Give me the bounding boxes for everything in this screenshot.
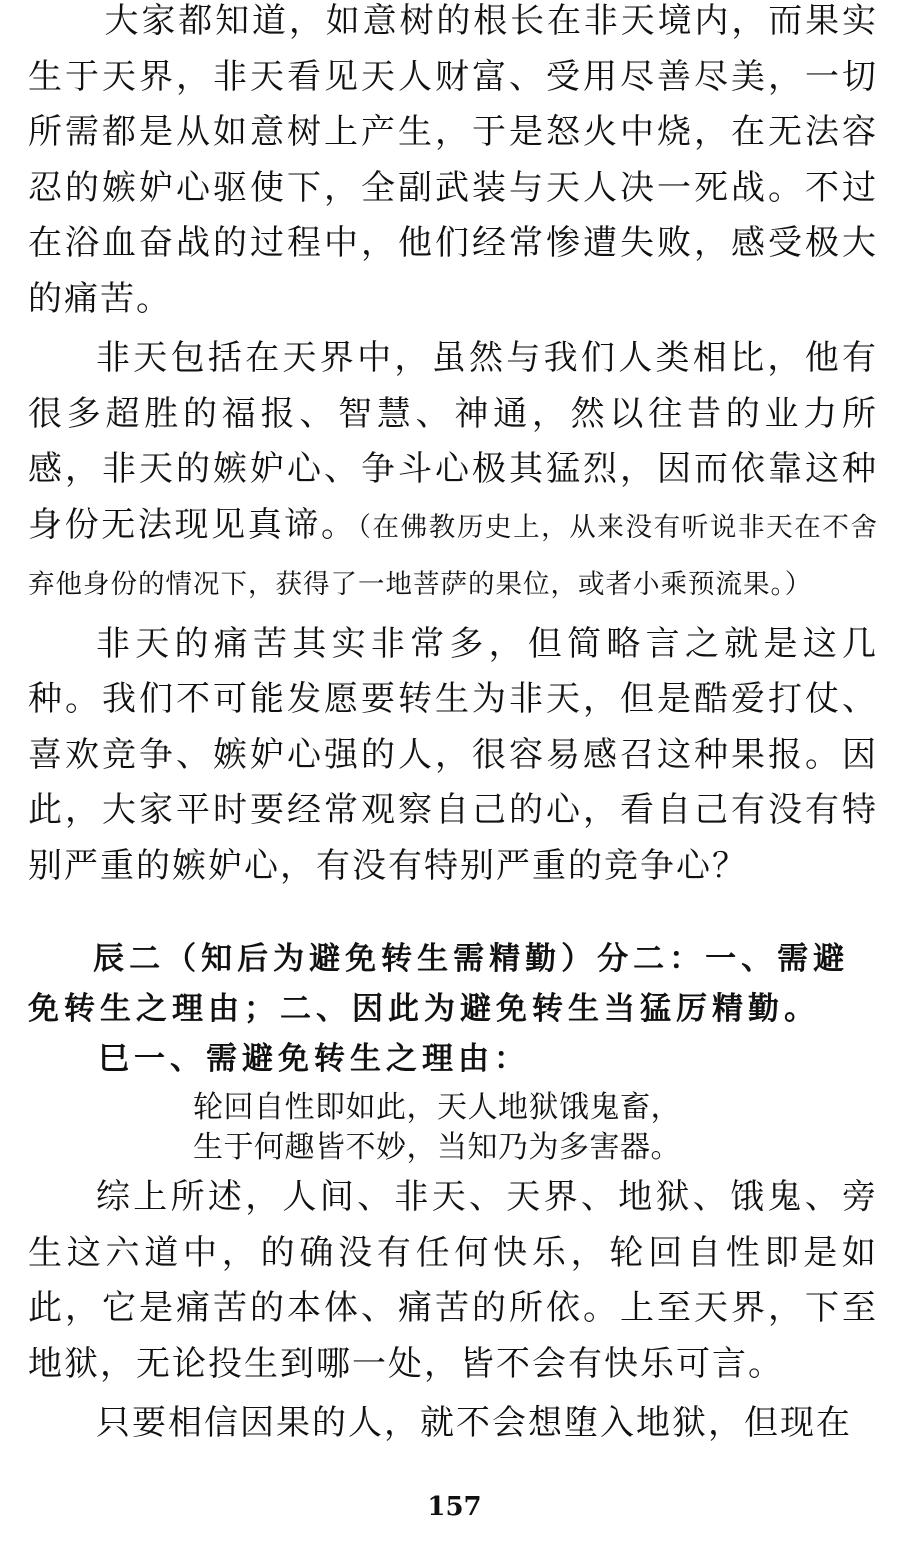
page-body	[28, 0, 878, 1452]
verse-line-2: 生于何趣皆不妙，当知乃为多害器。	[193, 1130, 681, 1165]
paragraph-asura-suffering: 非天的痛苦其实非常多，但简略言之就是这几种。我们不可能发愿要转生为非天，但是酷爱打仗、喜欢竞争、嫉妒心强的人，很容易感召这种果报。因此，大家平时要经常观察自己的心，看自己有没有特别严重的嫉妒心，有没有特别严重的竞争心？	[28, 623, 878, 886]
page-number: 157	[427, 1492, 482, 1522]
paragraph-six-realms: 综上所述，人间、非天、天界、地狱、饿鬼、旁生这六道中，的确没有任何快乐，轮回自性即是如此，它是痛苦的本体、痛苦的所依。上至天界，下至地狱，无论投生到哪一处，皆不会有快乐可言。	[28, 1177, 878, 1384]
verse	[28, 1088, 878, 1168]
paragraph-asura-jealousy: 大家都知道，如意树的根长在非天境内，而果实生于天界，非天看见天人财富、受用尽善尽美，一切所需都是从如意树上产生，于是怒火中烧，在无法容忍的嫉妒心驱使下，全副武装与天人决一死战。不过在浴血奋战的过程中，他们经常惨遭失败，感受极大的痛苦。	[28, 1, 878, 319]
paragraph-asura-main: 非天包括在天界中，虽然与我们人类相比，他有很多超胜的福报、智慧、神通，然以往昔的业力所感，非天的嫉妒心、争斗心极其猛烈，因而依靠这种身份无法现见真谛。	[28, 338, 878, 545]
paragraph-asura-in-heaven	[28, 331, 878, 613]
paragraph-asura-note: （在佛教历史上，从来没有听说非天在不舍弃他身份的情况下，获得了一地菩萨的果位，或者小乘预流果。）	[28, 511, 879, 600]
paragraph-karma: 只要相信因果的人，就不会想堕入地狱，但现在	[96, 1403, 852, 1443]
section-subheading: 巳一、需避免转生之理由：	[98, 1041, 530, 1077]
spacer	[28, 894, 878, 934]
section-heading: 辰二（知后为避免转生需精勤）分二：一、需避免转生之理由；二、因此为避免转生当猛厉精勤。	[28, 941, 850, 1027]
verse-line-1: 轮回自性即如此，天人地狱饿鬼畜，	[193, 1090, 681, 1125]
